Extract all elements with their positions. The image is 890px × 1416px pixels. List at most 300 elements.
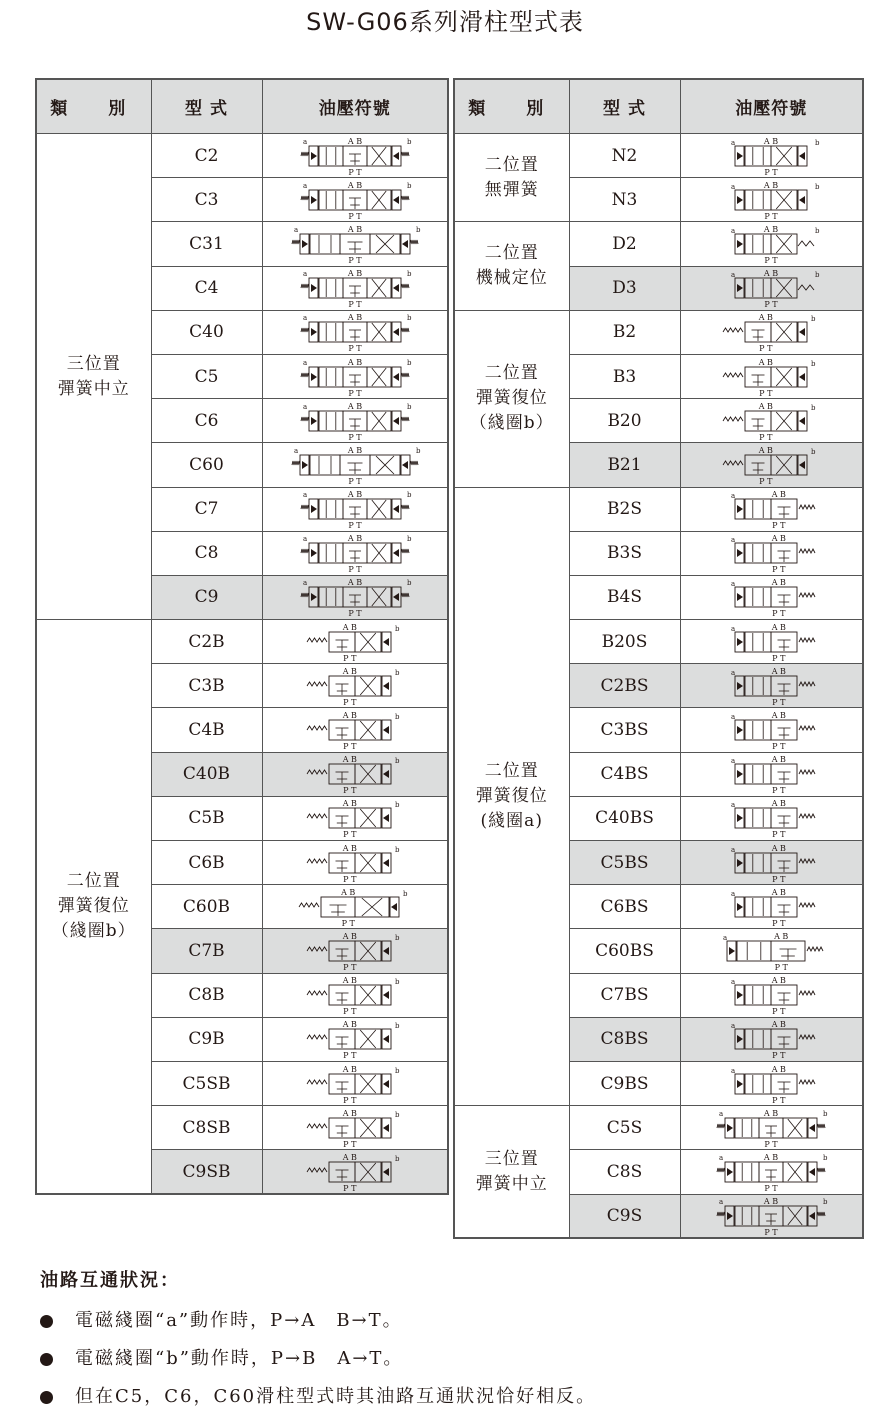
symbol-label: A B	[771, 1020, 787, 1030]
symbol-label: P T	[342, 742, 357, 752]
model-cell: B20	[569, 399, 680, 443]
symbol-label: A B	[342, 1064, 357, 1074]
symbol-label: b	[406, 579, 412, 588]
symbol-label: A B	[771, 534, 787, 544]
symbol-label: b	[815, 271, 820, 280]
symbol-cell	[680, 178, 863, 222]
category-line: （綫圈b）	[51, 921, 136, 942]
symbol-label: b	[406, 491, 412, 500]
symbol-label: P T	[772, 653, 786, 663]
hydraulic-symbol-icon	[280, 223, 430, 265]
symbol-label: A B	[342, 755, 357, 765]
notes-section	[40, 1266, 596, 1416]
symbol-label: P T	[764, 300, 778, 310]
symbol-label: A B	[764, 1196, 779, 1206]
hydraulic-symbol-icon	[696, 930, 846, 972]
model-cell: B4S	[569, 575, 680, 619]
symbol-label: A B	[347, 578, 362, 588]
symbol-cell	[262, 664, 448, 708]
symbol-label: b	[406, 181, 412, 190]
hydraulic-symbol-icon	[696, 223, 846, 265]
symbol-label: A B	[758, 401, 774, 411]
symbol-label: A B	[342, 843, 357, 853]
hydraulic-symbol-icon	[280, 709, 430, 751]
model-cell: C9B	[151, 1017, 262, 1061]
symbol-label: P T	[759, 476, 773, 486]
symbol-label: P T	[342, 1051, 357, 1061]
symbol-label: P T	[772, 565, 786, 575]
model-cell: C3BS	[569, 708, 680, 752]
note-text: 但在C5，C6，C60滑柱型式時其油路互通狀況恰好相反。	[75, 1386, 597, 1407]
symbol-label: P T	[772, 697, 786, 707]
table-row	[454, 310, 863, 354]
symbol-label: P T	[348, 344, 362, 354]
symbol-label: a	[731, 1022, 736, 1031]
symbol-cell	[680, 796, 863, 840]
symbol-label: b	[415, 446, 421, 455]
hydraulic-symbol-icon	[280, 1151, 430, 1193]
note-item	[40, 1302, 596, 1340]
symbol-label: A B	[342, 931, 357, 941]
symbol-label: A B	[347, 357, 362, 367]
category-line: 彈簧中立	[475, 1173, 548, 1194]
symbol-cell	[680, 620, 863, 664]
symbol-cell	[680, 266, 863, 310]
symbol-label: b	[406, 535, 412, 544]
symbol-label: P T	[759, 432, 773, 442]
symbol-label: A B	[758, 357, 774, 367]
symbol-label: P T	[342, 1007, 357, 1017]
symbol-label: P T	[342, 1095, 357, 1105]
symbol-label: P T	[342, 874, 357, 884]
table-row	[36, 620, 448, 664]
category-line: （綫圈b）	[469, 413, 554, 434]
symbol-cell	[680, 929, 863, 973]
symbol-label: a	[731, 1066, 736, 1075]
symbol-cell	[262, 354, 448, 398]
symbol-label: A B	[342, 799, 357, 809]
category-cell	[454, 310, 569, 487]
symbol-label: A B	[771, 578, 787, 588]
category-cell	[454, 1106, 569, 1239]
symbol-label: P T	[764, 167, 778, 177]
symbol-label: b	[811, 447, 816, 456]
symbol-label: b	[823, 1109, 828, 1118]
model-cell: C60BS	[569, 929, 680, 973]
header-category: 類 別	[454, 79, 569, 134]
symbol-label: b	[394, 801, 400, 810]
symbol-label: a	[719, 1109, 724, 1118]
symbol-cell	[262, 1106, 448, 1150]
hydraulic-symbol-icon	[696, 356, 846, 398]
symbol-label: P T	[342, 1183, 357, 1193]
symbol-cell	[680, 531, 863, 575]
model-cell: C2B	[151, 620, 262, 664]
symbol-label: b	[406, 358, 412, 367]
symbol-label: A B	[771, 887, 787, 897]
symbol-label: a	[731, 138, 736, 147]
symbol-label: a	[293, 446, 298, 455]
symbol-label: P T	[772, 786, 786, 796]
model-cell: C6B	[151, 841, 262, 885]
symbol-label: A B	[771, 843, 787, 853]
symbol-cell	[262, 796, 448, 840]
model-cell: B3S	[569, 531, 680, 575]
hydraulic-symbol-icon	[696, 532, 846, 574]
symbol-label: P T	[759, 388, 773, 398]
symbol-label: A B	[347, 445, 362, 455]
symbol-cell	[680, 664, 863, 708]
hydraulic-symbol-icon	[280, 532, 430, 574]
model-cell: C4BS	[569, 752, 680, 796]
symbol-label: a	[302, 579, 307, 588]
symbol-label: a	[302, 181, 307, 190]
model-cell: C2BS	[569, 664, 680, 708]
symbol-label: b	[815, 138, 820, 147]
category-line: 二位置	[66, 871, 121, 892]
note-item	[40, 1340, 596, 1378]
category-line: 二位置	[484, 243, 539, 264]
model-cell: C7B	[151, 929, 262, 973]
hydraulic-symbol-icon	[280, 974, 430, 1016]
category-cell	[454, 134, 569, 222]
note-text: 電磁綫圈“b”動作時，P→B A→T。	[75, 1348, 404, 1369]
model-cell: C8BS	[569, 1017, 680, 1061]
bullet-icon	[40, 1315, 53, 1328]
category-line: 二位置	[484, 154, 539, 175]
symbol-cell	[680, 1017, 863, 1061]
model-cell: C6BS	[569, 885, 680, 929]
symbol-label: a	[293, 225, 298, 234]
model-cell: C5S	[569, 1106, 680, 1150]
symbol-label: A B	[774, 931, 789, 941]
symbol-label: b	[394, 1022, 400, 1031]
symbol-cell	[262, 266, 448, 310]
table-row	[454, 134, 863, 178]
model-cell: C9S	[569, 1194, 680, 1238]
symbol-label: P T	[348, 476, 362, 486]
model-cell: C8SB	[151, 1106, 262, 1150]
hydraulic-symbol-icon	[696, 1151, 846, 1193]
model-cell: C3	[151, 178, 262, 222]
hydraulic-symbol-icon	[280, 1107, 430, 1149]
symbol-label: a	[731, 801, 736, 810]
model-cell: C5	[151, 354, 262, 398]
symbol-label: P T	[348, 388, 362, 398]
category-cell	[36, 620, 151, 1194]
hydraulic-symbol-icon	[696, 621, 846, 663]
table-row	[454, 222, 863, 266]
category-cell	[36, 134, 151, 620]
symbol-label: P T	[342, 962, 357, 972]
note-text: 電磁綫圈“a”動作時，P→A B→T。	[75, 1310, 403, 1331]
model-cell: D2	[569, 222, 680, 266]
model-cell: C5BS	[569, 841, 680, 885]
symbol-label: b	[394, 713, 400, 722]
symbol-cell	[262, 885, 448, 929]
notes-title: 油路互通狀況：	[40, 1270, 180, 1291]
symbol-label: b	[815, 182, 820, 191]
symbol-label: P T	[764, 1139, 778, 1149]
symbol-label: P T	[772, 1051, 786, 1061]
symbol-label: A B	[771, 799, 787, 809]
symbol-label: a	[731, 536, 736, 545]
symbol-label: b	[394, 978, 400, 987]
symbol-cell	[680, 222, 863, 266]
hydraulic-symbol-icon	[280, 179, 430, 221]
note-item	[40, 1378, 596, 1416]
hydraulic-symbol-icon	[696, 179, 846, 221]
symbol-label: A B	[771, 976, 787, 986]
symbol-label: P T	[348, 565, 362, 575]
spool-table-right	[453, 78, 864, 1239]
symbol-label: b	[394, 1110, 400, 1119]
symbol-cell	[262, 443, 448, 487]
symbol-label: P T	[348, 432, 362, 442]
symbol-label: P T	[772, 609, 786, 619]
category-line: 彈簧復位	[57, 896, 130, 917]
symbol-label: A B	[347, 224, 362, 234]
hydraulic-symbol-icon	[280, 753, 430, 795]
symbol-label: A B	[342, 1020, 357, 1030]
hydraulic-symbol-icon	[696, 753, 846, 795]
table-row	[454, 487, 863, 531]
symbol-label: P T	[764, 1227, 778, 1237]
symbol-label: A B	[771, 755, 787, 765]
symbol-label: P T	[342, 697, 357, 707]
symbol-label: P T	[772, 1095, 786, 1105]
hydraulic-symbol-icon	[696, 797, 846, 839]
header-symbol: 油壓符號	[262, 79, 448, 134]
symbol-label: a	[302, 137, 307, 146]
symbol-label: b	[394, 624, 400, 633]
symbol-label: P T	[764, 255, 778, 265]
header-symbol: 油壓符號	[680, 79, 863, 134]
hydraulic-symbol-icon	[696, 267, 846, 309]
symbol-label: b	[394, 1154, 400, 1163]
symbol-cell	[262, 708, 448, 752]
spool-table-left	[35, 78, 449, 1195]
symbol-label: P T	[342, 786, 357, 796]
symbol-label: a	[731, 978, 736, 987]
model-cell: B20S	[569, 620, 680, 664]
symbol-cell	[262, 1061, 448, 1105]
symbol-label: b	[815, 226, 820, 235]
symbol-label: A B	[771, 666, 787, 676]
model-cell: N3	[569, 178, 680, 222]
hydraulic-symbol-icon	[280, 886, 430, 928]
symbol-label: a	[302, 314, 307, 323]
symbol-cell	[262, 929, 448, 973]
symbol-label: a	[302, 358, 307, 367]
symbol-cell	[680, 1061, 863, 1105]
category-line: 三位置	[484, 1148, 539, 1169]
symbol-label: P T	[772, 830, 786, 840]
symbol-label: a	[731, 580, 736, 589]
symbol-label: P T	[772, 874, 786, 884]
symbol-label: A B	[771, 622, 787, 632]
symbol-label: a	[731, 624, 736, 633]
symbol-cell	[262, 399, 448, 443]
symbol-label: P T	[348, 255, 362, 265]
symbol-label: P T	[348, 300, 362, 310]
category-line: 機械定位	[475, 268, 548, 289]
symbol-label: a	[731, 668, 736, 677]
symbol-cell	[262, 1150, 448, 1194]
hydraulic-symbol-icon	[696, 576, 846, 618]
symbol-label: A B	[347, 269, 362, 279]
model-cell: C9	[151, 575, 262, 619]
header-model: 型 式	[569, 79, 680, 134]
hydraulic-symbol-icon	[280, 576, 430, 618]
symbol-label: a	[719, 1197, 724, 1206]
hydraulic-symbol-icon	[696, 974, 846, 1016]
symbol-cell	[262, 841, 448, 885]
symbol-label: a	[731, 889, 736, 898]
symbol-cell	[680, 1106, 863, 1150]
symbol-cell	[262, 973, 448, 1017]
model-cell: C8S	[569, 1150, 680, 1194]
symbol-label: b	[394, 668, 400, 677]
symbol-cell	[680, 973, 863, 1017]
symbol-label: A B	[347, 136, 362, 146]
symbol-cell	[680, 1194, 863, 1238]
header-model: 型 式	[151, 79, 262, 134]
symbol-label: b	[811, 315, 816, 324]
symbol-cell	[262, 310, 448, 354]
symbol-label: a	[731, 492, 736, 501]
symbol-label: a	[731, 182, 736, 191]
symbol-label: a	[302, 535, 307, 544]
symbol-label: A B	[347, 401, 362, 411]
symbol-label: P T	[774, 962, 789, 972]
symbol-label: A B	[758, 313, 774, 323]
symbol-label: b	[394, 845, 400, 854]
model-cell: C8B	[151, 973, 262, 1017]
hydraulic-symbol-icon	[696, 135, 846, 177]
hydraulic-symbol-icon	[696, 1063, 846, 1105]
symbol-cell	[680, 885, 863, 929]
hydraulic-symbol-icon	[280, 797, 430, 839]
model-cell: C4	[151, 266, 262, 310]
symbol-label: A B	[347, 180, 362, 190]
symbol-label: P T	[342, 653, 357, 663]
symbol-cell	[680, 841, 863, 885]
model-cell: B3	[569, 354, 680, 398]
symbol-label: P T	[759, 344, 773, 354]
model-cell: C7	[151, 487, 262, 531]
symbol-label: P T	[348, 167, 362, 177]
symbol-label: A B	[771, 490, 787, 500]
hydraulic-symbol-icon	[696, 1107, 846, 1149]
category-line: 彈簧復位	[475, 785, 548, 806]
model-cell: C60B	[151, 885, 262, 929]
symbol-label: a	[731, 845, 736, 854]
symbol-label: b	[394, 757, 400, 766]
header-category: 類 別	[36, 79, 151, 134]
hydraulic-symbol-icon	[280, 311, 430, 353]
model-cell: B21	[569, 443, 680, 487]
symbol-label: A B	[764, 136, 779, 146]
symbol-label: P T	[764, 211, 778, 221]
symbol-cell	[262, 575, 448, 619]
symbol-label: a	[719, 1153, 724, 1162]
model-cell: C40	[151, 310, 262, 354]
hydraulic-symbol-icon	[696, 444, 846, 486]
category-line: 彈簧中立	[57, 378, 130, 399]
symbol-cell	[680, 443, 863, 487]
hydraulic-symbol-icon	[280, 135, 430, 177]
hydraulic-symbol-icon	[696, 311, 846, 353]
symbol-label: a	[731, 713, 736, 722]
symbol-cell	[680, 310, 863, 354]
symbol-label: b	[402, 889, 408, 898]
hydraulic-symbol-icon	[280, 621, 430, 663]
model-cell: C5SB	[151, 1061, 262, 1105]
symbol-label: A B	[347, 490, 362, 500]
category-line: 無彈簧	[484, 179, 539, 200]
symbol-label: A B	[342, 1152, 357, 1162]
symbol-label: a	[731, 271, 736, 280]
symbol-label: b	[406, 314, 412, 323]
symbol-label: A B	[771, 1064, 787, 1074]
symbol-label: P T	[348, 521, 362, 531]
symbol-label: b	[406, 270, 412, 279]
symbol-cell	[262, 134, 448, 178]
symbol-label: A B	[342, 976, 357, 986]
hydraulic-symbol-icon	[696, 709, 846, 751]
symbol-label: a	[731, 226, 736, 235]
symbol-label: A B	[771, 711, 787, 721]
model-cell: C2	[151, 134, 262, 178]
symbol-label: b	[823, 1153, 828, 1162]
category-line: 二位置	[484, 363, 539, 384]
hydraulic-symbol-icon	[280, 930, 430, 972]
model-cell: C6	[151, 399, 262, 443]
symbol-label: P T	[772, 521, 786, 531]
table-row	[454, 1106, 863, 1150]
symbol-label: a	[302, 270, 307, 279]
symbol-label: a	[302, 491, 307, 500]
symbol-label: P T	[341, 918, 355, 928]
symbol-cell	[262, 752, 448, 796]
symbol-cell	[262, 620, 448, 664]
page-title: SW-G06系列滑柱型式表	[306, 8, 584, 36]
table-row	[36, 134, 448, 178]
hydraulic-symbol-icon	[280, 400, 430, 442]
symbol-label: P T	[348, 211, 362, 221]
symbol-label: P T	[764, 1183, 778, 1193]
symbol-label: b	[415, 225, 421, 234]
hydraulic-symbol-icon	[280, 444, 430, 486]
symbol-label: A B	[342, 711, 357, 721]
symbol-label: P T	[348, 609, 362, 619]
model-cell: C3B	[151, 664, 262, 708]
hydraulic-symbol-icon	[696, 1195, 846, 1237]
symbol-label: P T	[772, 1007, 786, 1017]
symbol-cell	[680, 752, 863, 796]
model-cell: C60	[151, 443, 262, 487]
category-line: 彈簧復位	[475, 388, 548, 409]
symbol-cell	[680, 575, 863, 619]
category-line: 三位置	[66, 353, 121, 374]
symbol-cell	[262, 222, 448, 266]
hydraulic-symbol-icon	[280, 1018, 430, 1060]
symbol-label: b	[406, 402, 412, 411]
symbol-label: A B	[347, 313, 362, 323]
symbol-label: A B	[340, 887, 356, 897]
hydraulic-symbol-icon	[696, 842, 846, 884]
